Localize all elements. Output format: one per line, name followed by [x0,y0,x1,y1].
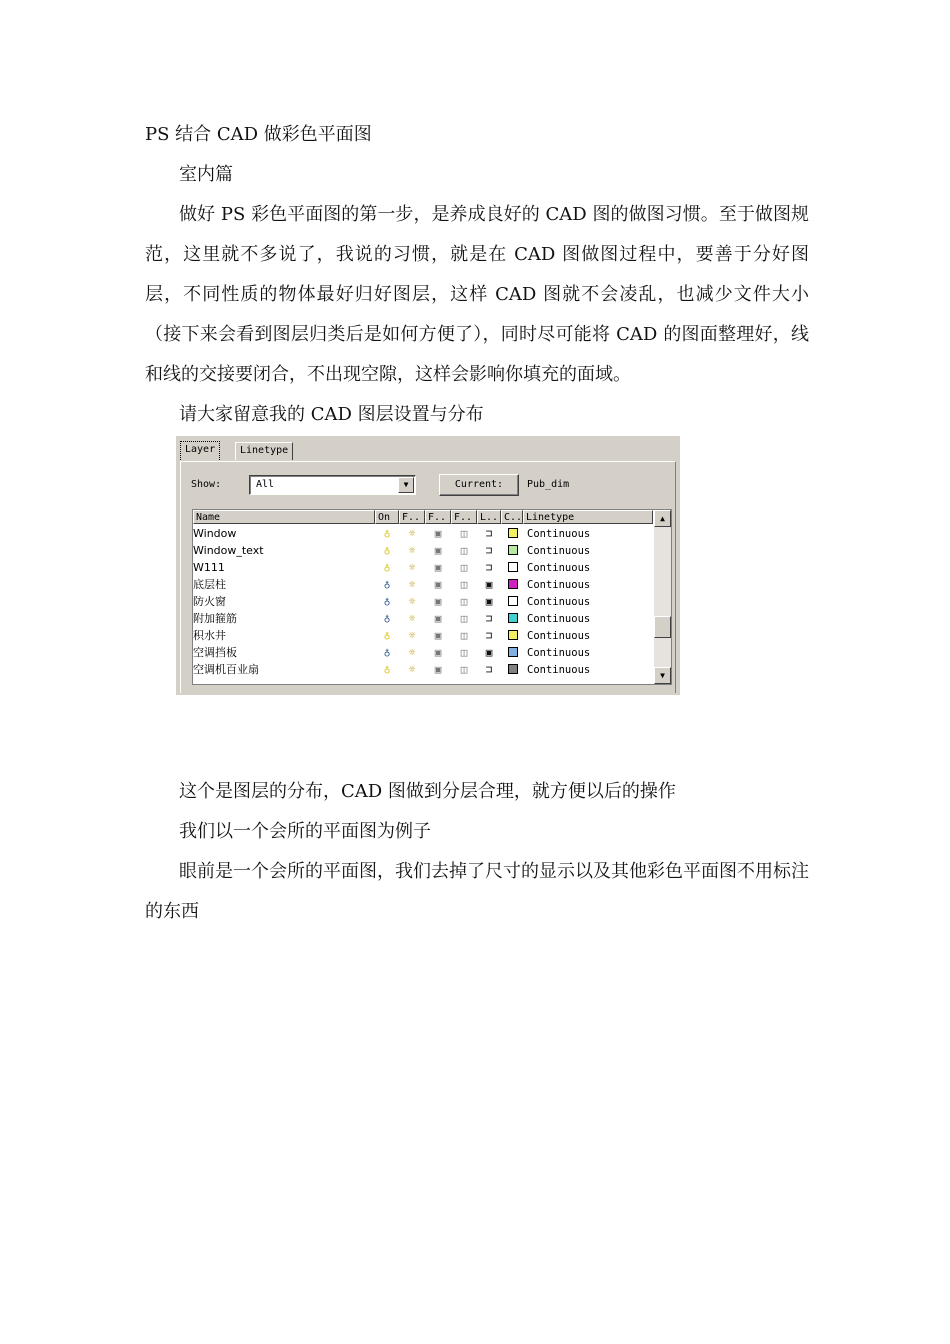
layer-name: Window_text [193,544,264,557]
color-swatch[interactable] [508,528,518,538]
column-linetype[interactable]: Linetype [523,510,653,524]
color-swatch[interactable] [508,562,518,572]
light-bulb-icon[interactable]: ♁ [383,629,391,642]
light-bulb-icon[interactable]: ♁ [383,612,391,625]
thaw-sun-icon[interactable]: ☼ [408,629,416,642]
layer-row[interactable] [193,661,653,678]
freeze-viewport-icon[interactable]: ▣ [434,544,442,557]
layer-row[interactable] [193,559,653,576]
layer-name: 底层柱 [193,578,226,591]
layer-name: 空调机百业扇 [193,663,259,676]
new-vp-freeze-icon[interactable]: ◫ [460,578,468,591]
freeze-viewport-icon[interactable]: ▣ [434,663,442,676]
freeze-viewport-icon[interactable]: ▣ [434,578,442,591]
new-vp-freeze-icon[interactable]: ◫ [460,612,468,625]
thaw-sun-icon[interactable]: ☼ [408,527,416,540]
freeze-viewport-icon[interactable]: ▣ [434,595,442,608]
light-bulb-icon[interactable]: ♁ [383,544,391,557]
thaw-sun-icon[interactable]: ☼ [408,612,416,625]
color-swatch[interactable] [508,545,518,555]
light-bulb-icon[interactable]: ♁ [383,595,391,608]
new-vp-freeze-icon[interactable]: ◫ [460,629,468,642]
layer-linetype[interactable]: Continuous [527,562,591,574]
lock-icon[interactable]: ⊐ [485,561,493,574]
thaw-sun-icon[interactable]: ☼ [408,646,416,659]
column-name[interactable]: Name [193,510,375,524]
layer-name: Window [193,527,237,540]
color-swatch[interactable] [508,647,518,657]
doc-title: PS 结合 CAD 做彩色平面图 [145,124,372,145]
layer-linetype[interactable]: Continuous [527,613,591,625]
lock-icon[interactable]: ⊐ [485,544,493,557]
lock-icon[interactable]: ⊐ [485,527,493,540]
light-bulb-icon[interactable]: ♁ [383,663,391,676]
new-vp-freeze-icon[interactable]: ◫ [460,544,468,557]
layer-linetype[interactable]: Continuous [527,647,591,659]
thaw-sun-icon[interactable]: ☼ [408,544,416,557]
new-vp-freeze-icon[interactable]: ◫ [460,595,468,608]
layer-row[interactable] [193,627,653,644]
layer-linetype[interactable]: Continuous [527,664,591,676]
layer-list-header [193,510,653,525]
show-dropdown[interactable] [249,475,416,495]
figure-intro: 请大家留意我的 CAD 图层设置与分布 [179,404,484,425]
color-swatch[interactable] [508,664,518,674]
freeze-viewport-icon[interactable]: ▣ [434,612,442,625]
column-on[interactable]: On [375,510,399,524]
layer-row[interactable] [193,644,653,661]
scroll-down-icon[interactable]: ▼ [654,667,671,684]
layer-linetype[interactable]: Continuous [527,630,591,642]
vertical-scrollbar[interactable] [654,510,671,684]
layer-linetype[interactable]: Continuous [527,596,591,608]
column-lock[interactable]: L.. [477,510,501,524]
column-freeze-new[interactable]: F.. [451,510,477,524]
color-swatch[interactable] [508,613,518,623]
lock-icon[interactable]: ⊐ [485,663,493,676]
column-freeze[interactable]: F.. [399,510,425,524]
thaw-sun-icon[interactable]: ☼ [408,595,416,608]
chevron-down-icon[interactable]: ▼ [398,477,414,493]
paragraph-4: 眼前是一个会所的平面图，我们去掉了尺寸的显示以及其他彩色平面图不用标注的东西 [145,861,809,922]
layer-properties-dialog [176,436,680,695]
light-bulb-icon[interactable]: ♁ [383,578,391,591]
color-swatch[interactable] [508,596,518,606]
thaw-sun-icon[interactable]: ☼ [408,578,416,591]
paragraph-3: 我们以一个会所的平面图为例子 [179,821,431,842]
layer-linetype[interactable]: Continuous [527,545,591,557]
layer-name: 积水井 [193,629,226,642]
thaw-sun-icon[interactable]: ☼ [408,561,416,574]
lock-icon[interactable]: ▣ [485,646,493,659]
column-color[interactable]: C.. [501,510,523,524]
layer-row[interactable] [193,610,653,627]
layer-linetype[interactable]: Continuous [527,528,591,540]
color-swatch[interactable] [508,579,518,589]
layer-row[interactable] [193,576,653,593]
freeze-viewport-icon[interactable]: ▣ [434,646,442,659]
tab-layer[interactable]: Layer [180,441,220,462]
layer-name: 空调挡板 [193,646,237,659]
layer-list [192,509,672,685]
layer-name: W111 [193,561,225,574]
lock-icon[interactable]: ▣ [485,578,493,591]
current-button[interactable]: Current: [439,474,519,496]
layer-name: 防火窗 [193,595,226,608]
show-value: All [256,479,275,490]
thaw-sun-icon[interactable]: ☼ [408,663,416,676]
scroll-up-icon[interactable]: ▲ [654,510,671,527]
layer-row[interactable] [193,593,653,610]
show-label: Show: [191,479,222,490]
color-swatch[interactable] [508,630,518,640]
freeze-viewport-icon[interactable]: ▣ [434,629,442,642]
paragraph-2: 这个是图层的分布，CAD 图做到分层合理，就方便以后的操作 [179,781,676,802]
layer-row[interactable] [193,525,653,542]
tab-linetype[interactable]: Linetype [235,442,293,460]
layer-panel [180,461,676,693]
lock-icon[interactable]: ▣ [485,595,493,608]
column-freeze-vp[interactable]: F.. [425,510,451,524]
scroll-thumb[interactable] [654,616,671,638]
layer-linetype[interactable]: Continuous [527,579,591,591]
new-vp-freeze-icon[interactable]: ◫ [460,663,468,676]
light-bulb-icon[interactable]: ♁ [383,646,391,659]
lock-icon[interactable]: ⊐ [485,629,493,642]
freeze-viewport-icon[interactable]: ▣ [434,561,442,574]
layer-row[interactable] [193,542,653,559]
paragraph-1: 做好 PS 彩色平面图的第一步，是养成良好的 CAD 图的做图习惯。至于做图规范，这里就不多说了，我说的习惯，就是在 CAD 图做图过程中，要善于分好图层，不同性质的物体最好归好图层，这样 CAD 图就不会凌乱，也减少文件大小（接下来会看到图层归类后是如何方便了），同时尽可能将 CAD 的图面整理好，线和线的交接要闭合，不出现空隙，这样会影响你填充的面域。 [145,204,809,385]
current-layer-value: Pub_dim [527,479,570,490]
light-bulb-icon[interactable]: ♁ [383,527,391,540]
new-vp-freeze-icon[interactable]: ◫ [460,646,468,659]
doc-subtitle: 室内篇 [179,164,233,185]
light-bulb-icon[interactable]: ♁ [383,561,391,574]
new-vp-freeze-icon[interactable]: ◫ [460,561,468,574]
layer-name: 附加箍筋 [193,612,237,625]
lock-icon[interactable]: ⊐ [485,612,493,625]
new-vp-freeze-icon[interactable]: ◫ [460,527,468,540]
freeze-viewport-icon[interactable]: ▣ [434,527,442,540]
